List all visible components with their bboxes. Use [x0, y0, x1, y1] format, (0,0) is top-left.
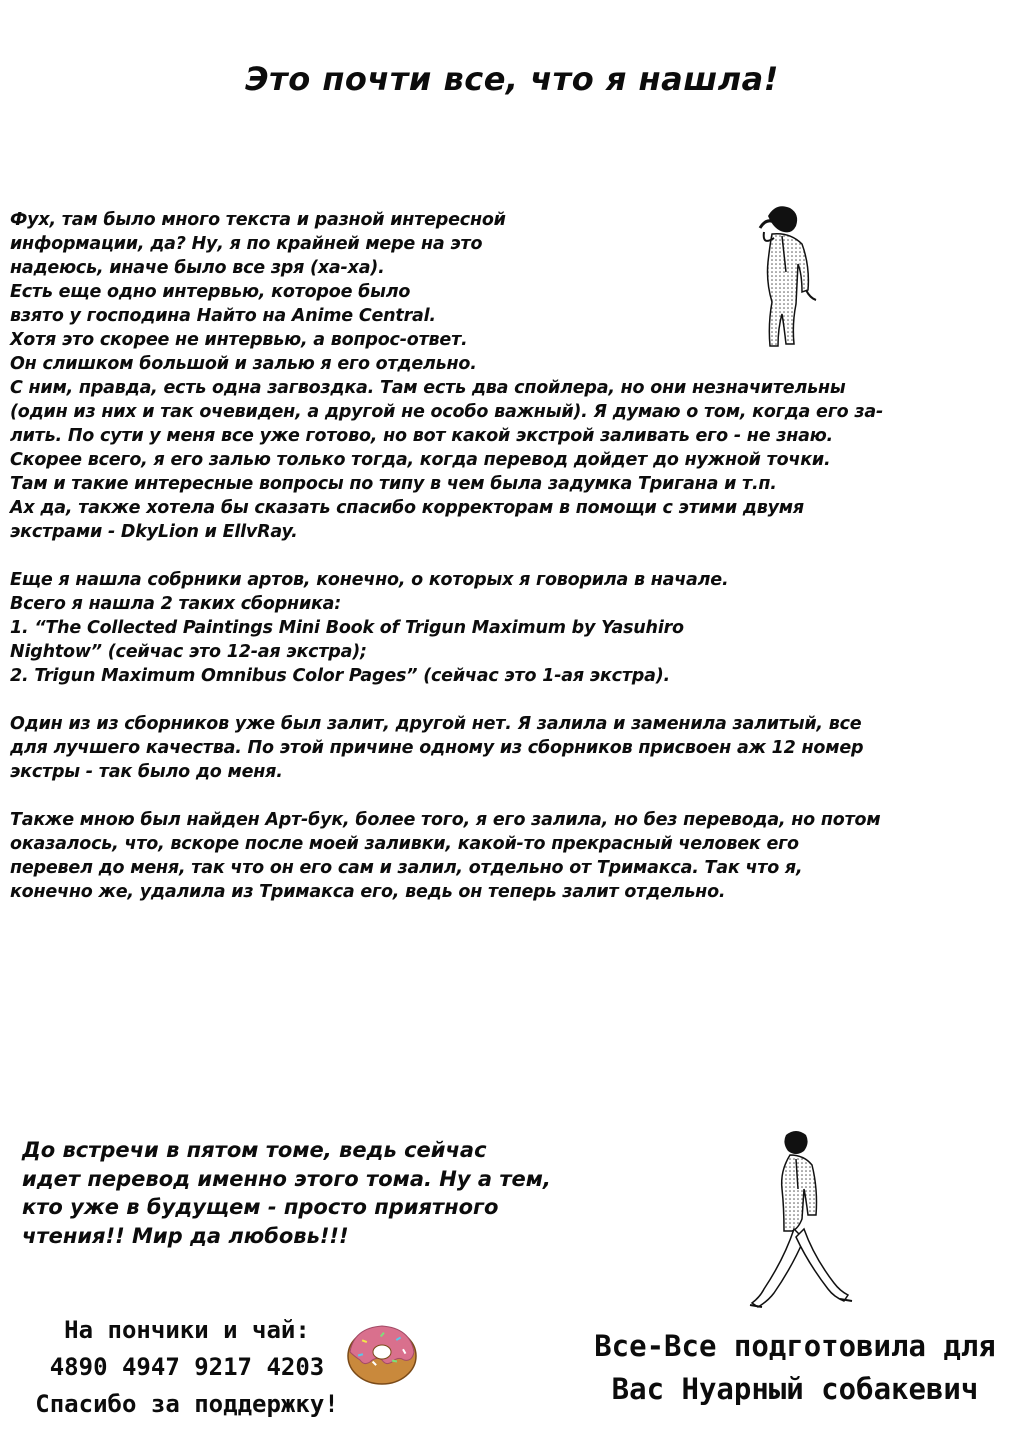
paragraph: [10, 808, 1020, 904]
credits-line: Вас Нуарный собакевич: [611, 1372, 979, 1406]
text-line: информации, да? Ну, я по крайней мере на это: [10, 234, 483, 254]
text-line: Nightow” (сейчас это 12-ая экстра);: [10, 642, 367, 662]
text-line: Фух, там было много текста и разной интересной: [10, 210, 506, 230]
text-line: для лучшего качества. По этой причине одному из сборников присвоен аж 12 номер: [10, 738, 864, 758]
text-line: До встречи в пятом томе, ведь сейчас: [22, 1138, 487, 1162]
text-line: экстрами - DkyLion и EllvRay.: [10, 522, 298, 542]
text-line: лить. По сути у меня все уже готово, но вот какой экстрой заливать его - не знаю.: [10, 426, 833, 446]
text-line: Хотя это скорее не интервью, а вопрос-ответ.: [10, 330, 468, 350]
text-line: кто уже в будущем - просто приятного: [22, 1195, 499, 1219]
donation-thanks: Спасибо за поддержку!: [35, 1390, 339, 1418]
text-line: Также мною был найден Арт-бук, более того, я его залила, но без перевода, но потом: [10, 810, 881, 830]
paragraph-gap: [10, 544, 1020, 568]
paragraph: [10, 712, 1020, 784]
text-line: Еще я нашла собрники артов, конечно, о которых я говорила в начале.: [10, 570, 729, 590]
text-line: 2. Trigun Maximum Omnibus Color Pages” (сейчас это 1-ая экстра).: [10, 666, 670, 686]
text-line: Есть еще одно интервью, которое было: [10, 282, 411, 302]
text-line: оказалось, что, вскоре после моей заливки, какой-то прекрасный человек его: [10, 834, 799, 854]
donation-block: [22, 1312, 352, 1423]
text-line: Скорее всего, я его залью только тогда, когда перевод дойдет до нужной точки.: [10, 450, 831, 470]
text-line: взято у господина Найто на Anime Central.: [10, 306, 436, 326]
walking-man-illustration-icon: [740, 1125, 860, 1315]
text-line: конечно же, удалила из Тримакса его, ведь он теперь залит отдельно.: [10, 882, 726, 902]
text-line: (один из них и так очевиден, а другой не особо важный). Я думаю о том, когда его за-: [10, 402, 884, 422]
text-line: чтения!! Мир да любовь!!!: [22, 1223, 349, 1248]
donation-label: На пончики и чай:: [64, 1316, 310, 1344]
paragraph-gap: [10, 688, 1020, 712]
card-number: 4890 4947 9217 4203: [49, 1353, 325, 1381]
text-line: Он слишком большой и залью я его отдельно.: [10, 354, 477, 374]
main-text: [10, 208, 1020, 904]
text-line: Один из из сборников уже был залит, другой нет. Я залила и заменила залитый, все: [10, 714, 862, 734]
paragraph: [10, 568, 1020, 688]
credits-block: [590, 1325, 1000, 1411]
farewell-message: [22, 1136, 722, 1250]
text-line: перевел до меня, так что он его сам и залил, отдельно от Тримакса. Так что я,: [10, 858, 803, 878]
donut-icon: [346, 1322, 418, 1386]
text-line: надеюсь, иначе было все зря (ха-ха).: [10, 258, 385, 278]
text-line: экстры - так было до меня.: [10, 762, 283, 782]
text-line: Ах да, также хотела бы сказать спасибо корректорам в помощи с этими двумя: [10, 498, 804, 518]
text-line: С ним, правда, есть одна загвоздка. Там есть два спойлера, но они незначительны: [10, 378, 846, 398]
text-line: Там и такие интересные вопросы по типу в чем была задумка Тригана и т.п.: [10, 474, 777, 494]
text-line: 1. “The Collected Paintings Mini Book of Trigun Maximum by Yasuhiro: [10, 618, 684, 638]
credits-line: Все-Все подготовила для: [594, 1329, 996, 1363]
text-line: идет перевод именно этого тома. Ну а тем,: [22, 1166, 551, 1191]
paragraph: [10, 208, 1020, 544]
page-title: Это почти все, что я нашла!: [245, 60, 779, 98]
standing-man-illustration-icon: [738, 198, 838, 348]
text-line: Всего я нашла 2 таких сборника:: [10, 594, 342, 614]
paragraph-gap: [10, 784, 1020, 808]
